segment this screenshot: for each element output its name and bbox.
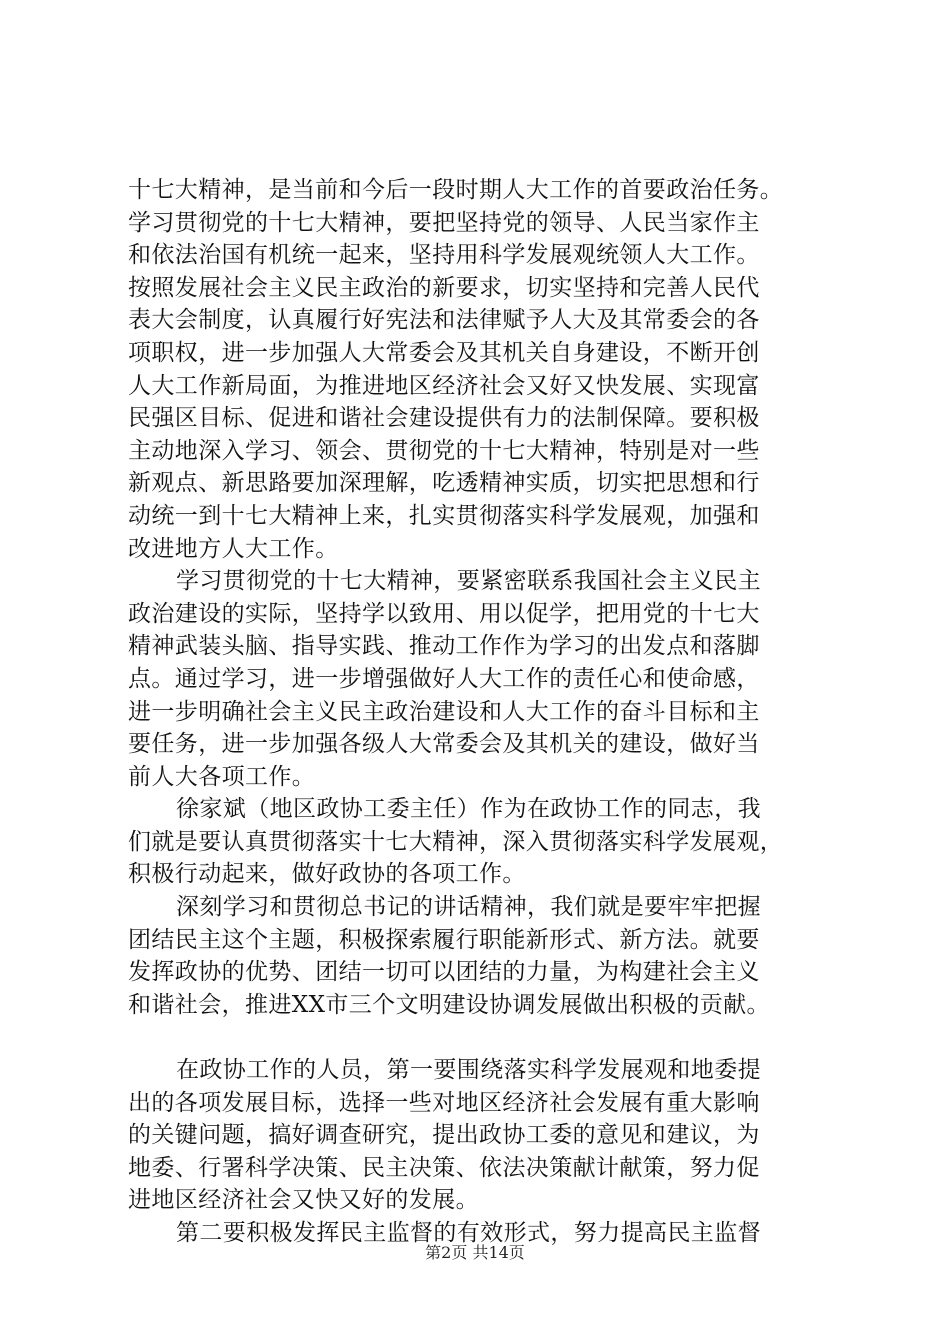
- text-line: 地委、行署科学决策、民主决策、依法决策献计献策，努力促: [128, 1154, 760, 1181]
- text-line: 人大工作新局面，为推进地区经济社会又好又快发展、实现富: [128, 372, 760, 399]
- text-line: 项职权，进一步加强人大常委会及其机关自身建设，不断开创: [128, 339, 760, 366]
- text-line: 十七大精神，是当前和今后一段时期人大工作的首要政治任务。: [128, 177, 784, 203]
- blank-line: [128, 1021, 848, 1054]
- text-line: 点。通过学习，进一步增强做好人大工作的责任心和使命感，: [128, 665, 760, 692]
- text-line: 主动地深入学习、领会、贯彻党的十七大精神，特别是对一些: [128, 437, 760, 464]
- text-line: 前人大各项工作。: [128, 763, 316, 790]
- page-footer: 第2页 共14页: [425, 1243, 525, 1262]
- text-line: 民强区目标、促进和谐社会建设提供有力的法制保障。要积极: [128, 405, 760, 432]
- text-line: 进地区经济社会又快又好的发展。: [128, 1187, 479, 1214]
- text-line: 新观点、新思路要加深理解，吃透精神实质，切实把思想和行: [128, 470, 760, 497]
- text-line: 和谐社会，推进XX市三个文明建设协调发展做出积极的贡献。: [128, 991, 770, 1018]
- text-line: 改进地方人大工作。: [128, 535, 339, 562]
- text-line: 要任务，进一步加强各级人大常委会及其机关的建设，做好当: [128, 731, 760, 758]
- text-line: 进一步明确社会主义民主政治建设和人大工作的奋斗目标和主: [128, 698, 760, 725]
- paragraph-first-line: 深刻学习和贯彻总书记的讲话精神，我们就是要牢牢把握: [176, 894, 761, 921]
- paragraph-first-line: 在政协工作的人员，第一要围绕落实科学发展观和地委提: [176, 1057, 761, 1084]
- text-line: 们就是要认真贯彻落实十七大精神，深入贯彻落实科学发展观，: [128, 828, 784, 855]
- paragraph-first-line: 第二要积极发挥民主监督的有效形式，努力提高民主监督: [176, 1220, 761, 1246]
- text-line: 的关键问题，搞好调查研究，提出政协工委的意见和建议，为: [128, 1122, 760, 1149]
- text-line: 政治建设的实际，坚持学以致用、用以促学，把用党的十七大: [128, 600, 760, 627]
- text-line: 和依法治国有机统一起来，坚持用科学发展观统领人大工作。: [128, 242, 760, 269]
- text-line: 发挥政协的优势、团结一切可以团结的力量，为构建社会主义: [128, 959, 760, 986]
- paragraph-first-line: 徐家斌（地区政协工委主任）作为在政协工作的同志，我: [176, 796, 761, 823]
- document-body: [128, 174, 848, 1250]
- text-line: 按照发展社会主义民主政治的新要求，切实坚持和完善人民代: [128, 274, 760, 301]
- text-line: 积极行动起来，做好政协的各项工作。: [128, 861, 526, 888]
- text-line: 团结民主这个主题，积极探索履行职能新形式、新方法。就要: [128, 926, 760, 953]
- text-line: 表大会制度，认真履行好宪法和法律赋予人大及其常委会的各: [128, 307, 760, 334]
- text-line: 出的各项发展目标，选择一些对地区经济社会发展有重大影响: [128, 1089, 760, 1116]
- text-line: 学习贯彻党的十七大精神，要把坚持党的领导、人民当家作主: [128, 209, 760, 236]
- text-line: 精神武装头脑、指导实践、推动工作作为学习的出发点和落脚: [128, 633, 760, 660]
- text-line: 动统一到十七大精神上来，扎实贯彻落实科学发展观，加强和: [128, 502, 760, 529]
- paragraph-first-line: 学习贯彻党的十七大精神，要紧密联系我国社会主义民主: [176, 568, 761, 595]
